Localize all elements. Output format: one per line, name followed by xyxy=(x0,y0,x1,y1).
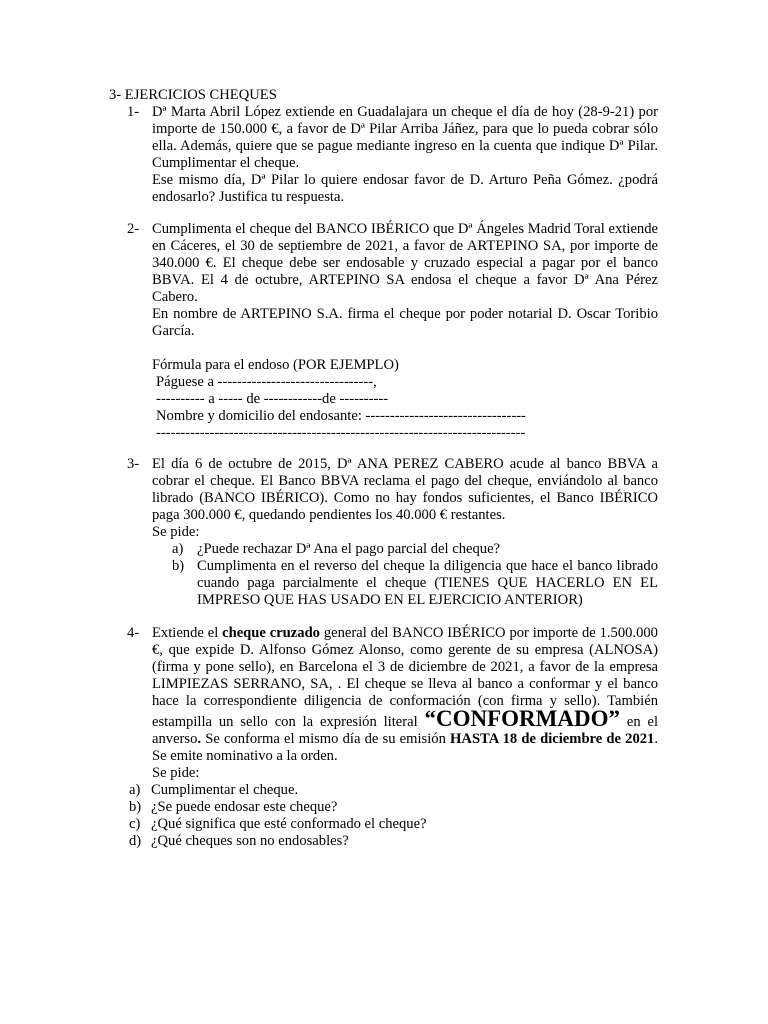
section-heading: 3- EJERCICIOS CHEQUES xyxy=(109,87,277,103)
item-text: ¿Qué significa que esté conformado el cheque? xyxy=(151,816,427,832)
list-item xyxy=(129,833,658,850)
exercise-number: 2- xyxy=(127,221,140,237)
item-marker: a) xyxy=(129,782,141,798)
exercise-number: 4- xyxy=(127,625,140,641)
text-run: Extiende el xyxy=(152,625,223,641)
exercise-number: 1- xyxy=(127,104,140,120)
exercise-1 xyxy=(127,104,658,206)
exercise-text xyxy=(152,625,658,765)
list-item xyxy=(129,799,658,816)
list-item xyxy=(129,816,658,833)
item-marker: a) xyxy=(172,541,184,557)
formula-line: ---------- a ----- de ------------de ---------- xyxy=(156,391,389,407)
list-item xyxy=(172,558,658,609)
text-run: general del BANCO IBÉRICO por importe de 1.500.000 €, que expide D. Alfonso Gómez Alonso, como gerente de su empresa (ALNOSA) (firma y pone sello), en Barcelona el 3 de diciembre de 2021, a favor de la empresa LIMPIEZAS SERRANO, SA, . El cheque se lleva al banco a conformar y el banco hace la correspondiente diligencia de conformación (con firma y sello). También estampilla un sello con la expresión literal xyxy=(152,625,658,730)
endorsement-formula xyxy=(152,374,658,442)
formula-line: ---------------------------------------------------------------------------- xyxy=(156,425,526,441)
exercise-text: Dª Marta Abril López extiende en Guadalajara un cheque el día de hoy (28-9-21) por importe de 150.000 €, a favor de Dª Pilar Arriba Jáñez, para que lo pueda cobrar sólo ella. Además, quiere que se pague mediante ingreso en la cuenta que indique Dª Pilar. Cumplimentar el cheque. xyxy=(152,104,658,171)
item-marker: b) xyxy=(129,799,142,815)
se-pide-label: Se pide: xyxy=(152,524,200,540)
list-item xyxy=(172,541,658,558)
text-run: Se conforma el mismo día de su emisión xyxy=(201,731,451,747)
exercise-2 xyxy=(127,221,658,442)
bold-text: cheque cruzado xyxy=(222,625,320,641)
bold-date: HASTA 18 de diciembre de 2021 xyxy=(450,731,655,747)
exercise-3 xyxy=(127,456,658,609)
exercise-number: 3- xyxy=(127,456,140,472)
exercise-text: Cumplimenta el cheque del BANCO IBÉRICO que Dª Ángeles Madrid Toral extiende en Cáceres, el 30 de septiembre de 2021, a favor de ARTEPINO SA, por importe de 340.000 €. El cheque debe ser endosable y cruzado especial a pagar por el banco BBVA. El 4 de octubre, ARTEPINO SA endosa el cheque a favor Dª Ana Pérez Cabero. xyxy=(152,221,658,305)
item-text: ¿Puede rechazar Dª Ana el pago parcial del cheque? xyxy=(197,541,501,557)
item-text: Cumplimenta en el reverso del cheque la diligencia que hace el banco librado cuando paga parcialmente el cheque (TIENES QUE HACERLO EN EL IMPRESO QUE HAS USADO EN EL EJERCICIO ANTERIOR) xyxy=(197,558,658,608)
exercise-question: Ese mismo día, Dª Pilar lo quiere endosar favor de D. Arturo Peña Gómez. ¿podrá endosarlo? Justifica tu respuesta. xyxy=(152,172,658,205)
item-text: Cumplimentar el cheque. xyxy=(151,782,299,798)
text-run: en el anverso xyxy=(152,714,659,747)
list-item xyxy=(129,782,658,799)
item-marker: d) xyxy=(129,833,142,849)
formula-line: Nombre y domicilio del endosante: --------------------------------- xyxy=(156,408,526,424)
exercise-text-signature: En nombre de ARTEPINO S.A. firma el cheque por poder notarial D. Oscar Toribio García. xyxy=(152,306,658,339)
question-list xyxy=(129,782,658,850)
exercise-4 xyxy=(127,625,659,850)
formula-title: Fórmula para el endoso (POR EJEMPLO) xyxy=(152,357,399,373)
se-pide-label: Se pide: xyxy=(152,765,200,781)
bold-text: . xyxy=(197,731,202,747)
item-text: ¿Se puede endosar este cheque? xyxy=(151,799,338,815)
exercise-text: El día 6 de octubre de 2015, Dª ANA PEREZ CABERO acude al banco BBVA a cobrar el cheque. El Banco BBVA reclama el pago del cheque, enviándolo al banco librado (BANCO IBÉRICO). Como no hay fondos suficientes, el Banco IBÉRICO paga 300.000 €, quedando pendientes los 40.000 € restantes. xyxy=(152,456,658,523)
question-list xyxy=(172,541,658,609)
formula-line: Páguese a --------------------------------, xyxy=(156,374,377,390)
item-text: ¿Qué cheques son no endosables? xyxy=(151,833,349,849)
text-run: . Se emite nominativo a la orden. xyxy=(152,731,658,764)
item-marker: c) xyxy=(129,816,141,832)
conformado-text: “CONFORMADO” xyxy=(424,706,620,731)
item-marker: b) xyxy=(172,558,185,574)
